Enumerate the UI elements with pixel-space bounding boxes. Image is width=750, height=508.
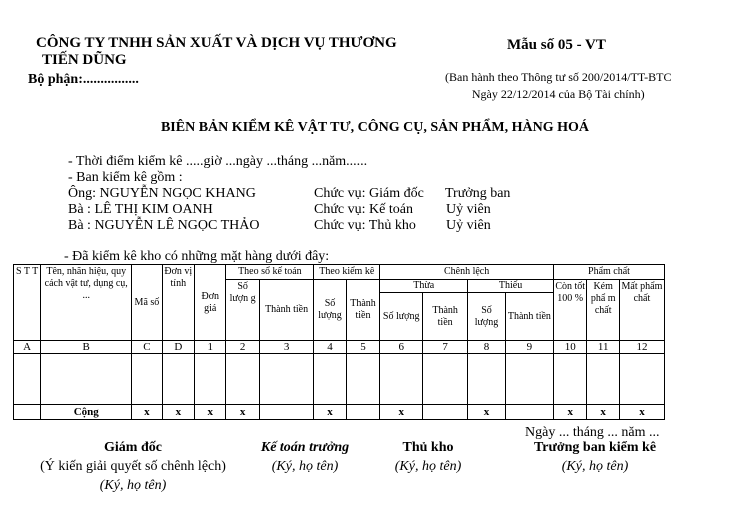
data-cell — [162, 354, 194, 405]
document-title: BIÊN BẢN KIỂM KÊ VẬT TƯ, CÔNG CỤ, SẢN PHẨM, HÀNG HOÁ — [160, 120, 590, 135]
index-cell: 1 — [195, 341, 226, 354]
member-1-role: Trưởng ban — [445, 186, 511, 201]
col-counted-amount: Thành tiền — [346, 280, 380, 341]
total-cell: x — [132, 405, 162, 420]
total-cell: x — [162, 405, 194, 420]
col-group-surplus: Thừa — [380, 280, 468, 293]
member-3-name: Bà : NGUYỄN LÊ NGỌC THẢO — [68, 218, 260, 233]
total-cell: x — [380, 405, 423, 420]
total-cell: x — [468, 405, 506, 420]
storekeeper-sign-hint: (Ký, họ tên) — [394, 459, 462, 474]
data-cell — [132, 354, 162, 405]
col-unit: Đơn vị tính — [162, 265, 194, 341]
index-cell: 5 — [346, 341, 380, 354]
director-note: (Ý kiến giải quyết số chênh lệch) — [40, 459, 226, 474]
total-stt-cell — [14, 405, 41, 420]
col-price: Đơn giá — [195, 265, 226, 341]
total-cell — [346, 405, 380, 420]
signature-storekeeper — [382, 438, 474, 476]
total-label: Cộng — [41, 405, 132, 420]
total-cell — [505, 405, 553, 420]
goods-intro-line: - Đã kiểm kê kho có những mặt hàng dưới đây: — [64, 249, 330, 264]
col-code: Mã số — [132, 265, 162, 341]
storekeeper-title: Thủ kho — [402, 440, 454, 455]
col-quality-degraded: Kém phẩ m chất — [587, 280, 619, 341]
col-shortage-qty: Số lượng — [468, 293, 506, 341]
data-cell — [468, 354, 506, 405]
index-cell: B — [41, 341, 132, 354]
member-2-position: Chức vụ: Kế toán — [314, 202, 413, 217]
col-group-counted: Theo kiểm kê — [314, 265, 380, 280]
index-cell: A — [14, 341, 41, 354]
signature-director — [38, 438, 228, 495]
col-group-quality: Phẩm chất — [553, 265, 664, 280]
data-cell — [505, 354, 553, 405]
inventory-time-line: - Thời điểm kiểm kê .....giờ ...ngày ...tháng ...năm...... — [68, 154, 368, 169]
index-cell: 6 — [380, 341, 423, 354]
data-cell — [41, 354, 132, 405]
col-book-amount: Thành tiền — [259, 280, 313, 341]
col-group-book: Theo sổ kế toán — [226, 265, 314, 280]
member-2-role: Uỷ viên — [446, 202, 491, 217]
director-title: Giám đốc — [104, 440, 162, 455]
total-cell — [423, 405, 468, 420]
col-group-difference: Chênh lệch — [380, 265, 554, 280]
data-cell — [195, 354, 226, 405]
index-cell: 10 — [553, 341, 586, 354]
col-quality-good: Còn tốt 100 % — [553, 280, 586, 341]
total-cell: x — [587, 405, 619, 420]
data-cell — [14, 354, 41, 405]
col-quality-lost: Mất phẩm chất — [619, 280, 664, 341]
data-cell — [587, 354, 619, 405]
circular-reference — [445, 69, 672, 103]
member-1-name: Ông: NGUYỄN NGỌC KHANG — [68, 186, 256, 201]
circular-line1: (Ban hành theo Thông tư số 200/2014/TT-BTC — [445, 70, 672, 84]
index-cell: 2 — [226, 341, 259, 354]
total-cell: x — [553, 405, 586, 420]
inventory-table — [13, 264, 665, 420]
chief-accountant-title: Kế toán trưởng — [260, 440, 350, 455]
company-name-line2: TIẾN DŨNG — [42, 52, 127, 68]
total-cell: x — [226, 405, 259, 420]
index-cell: D — [162, 341, 194, 354]
index-cell: 8 — [468, 341, 506, 354]
signature-chief-accountant — [245, 438, 365, 476]
data-cell — [226, 354, 259, 405]
data-cell — [259, 354, 313, 405]
index-cell: 3 — [259, 341, 313, 354]
company-name-line1: CÔNG TY TNHH SẢN XUẤT VÀ DỊCH VỤ THƯƠNG — [36, 35, 397, 51]
data-cell — [380, 354, 423, 405]
index-cell: 4 — [314, 341, 346, 354]
signature-board-head — [520, 438, 670, 476]
data-cell — [346, 354, 380, 405]
table-total-row — [14, 405, 665, 420]
sign-date-line: Ngày ... tháng ... năm ... — [525, 425, 660, 440]
index-cell: 12 — [619, 341, 664, 354]
member-1-position: Chức vụ: Giám đốc — [314, 186, 424, 201]
index-cell: C — [132, 341, 162, 354]
director-sign-hint: (Ký, họ tên) — [99, 478, 167, 493]
table-header-row-1 — [14, 265, 665, 280]
col-book-qty: Số lượn g — [226, 280, 259, 341]
col-stt: S T T — [14, 265, 41, 341]
col-surplus-qty: Số lượng — [380, 293, 423, 341]
chief-accountant-sign-hint: (Ký, họ tên) — [271, 459, 339, 474]
data-cell — [553, 354, 586, 405]
board-members-heading: - Ban kiểm kê gồm : — [68, 170, 183, 185]
table-row — [14, 354, 665, 405]
member-3-position: Chức vụ: Thủ kho — [314, 218, 416, 233]
table-index-row — [14, 341, 665, 354]
member-3-role: Uỷ viên — [446, 218, 491, 233]
company-name — [36, 35, 397, 69]
data-cell — [314, 354, 346, 405]
col-counted-qty: Số lượng — [314, 280, 346, 341]
col-item-name: Tên, nhãn hiệu, quy cách vật tư, dụng cụ, ... — [41, 265, 132, 341]
col-surplus-amount: Thành tiền — [423, 293, 468, 341]
index-cell: 9 — [505, 341, 553, 354]
index-cell: 11 — [587, 341, 619, 354]
col-group-shortage: Thiếu — [468, 280, 554, 293]
board-head-sign-hint: (Ký, họ tên) — [561, 459, 629, 474]
total-cell: x — [314, 405, 346, 420]
data-cell — [423, 354, 468, 405]
data-cell — [619, 354, 664, 405]
circular-line2: Ngày 22/12/2014 của Bộ Tài chính) — [471, 87, 645, 101]
department-label: Bộ phận:................ — [28, 72, 139, 87]
total-cell: x — [619, 405, 664, 420]
member-2-name: Bà : LÊ THỊ KIM OANH — [68, 202, 213, 217]
index-cell: 7 — [423, 341, 468, 354]
form-number: Mẫu số 05 - VT — [507, 37, 606, 53]
col-shortage-amount: Thành tiền — [505, 293, 553, 341]
board-head-title: Trưởng ban kiểm kê — [533, 440, 657, 455]
total-cell — [259, 405, 313, 420]
total-cell: x — [195, 405, 226, 420]
